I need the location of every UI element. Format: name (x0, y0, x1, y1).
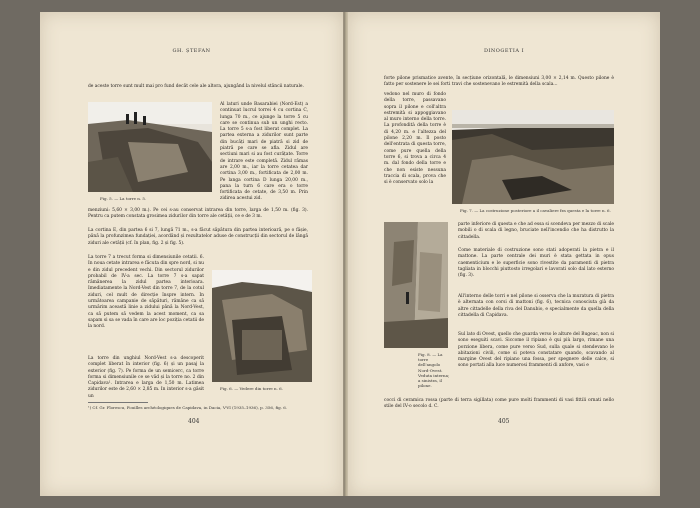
paragraph: parte inferiore di questa e che ad essa si scendeva per mezzo di scale mobili o di scala di legno, bruciate nell'incendio che ha distrutto la cittadella. (458, 222, 614, 240)
figure-image (212, 270, 312, 382)
photo-view-tower-6 (212, 270, 312, 382)
intro-text: forte pilone prismatice avente, în secțiune orizontală, le dimensiuni 3,00 × 2,14 m. Questo pilone è fatto per sostenere le sei forti travi che sostenevano le estremità della scala... (384, 76, 614, 88)
figure-caption: Fig. 6. — Vedere din torre n. 6. (220, 386, 283, 391)
figure-caption: Fig. 8. — La torre dell'angolo Nord-Ovest. Veduta interna; a sinistra, il pilone. (418, 352, 450, 389)
paragraph: Come materiale di costruzione sono stati adoperati la pietra e il mattone. La parte centrale dei muri è stata gettata in opus caementicium e le superficie sono rivestite da paramenti di pietra tagliata in blocchi piuttosto irregolari e lavorati solo dal lato esterno (fig. 3). (458, 248, 614, 279)
column-text: Al laturi unde Basarabiei (Nord-Est) a continuat lucrul torrei 4 cu cortina C, lunga 70 m., ce ajunge la torre 5 cu care se continua sub un unghi recto. La torre 5 s-a fost liberat complet. La partea externa a zidurilor sunt parte din bucăți mari de piatră si zid de piatră pe care se afla. Zidul are sectiuni mari si au fost curățate. Torre de intrare este completă. Zidul rămas are 2,00 m., iar la torre cetatea dar cortina 3,00 m., fortificata de 2,00 m. Pe langa cortina D lunga 20,00 m., pana la turn 6 care era o torre fortificata de cetate, de 3,50 m. Prin zidirea acestui zid. (220, 102, 308, 202)
figure-caption: Fig. 5. — La torre n. 5. (100, 196, 147, 201)
paragraph: cocci di ceramica rossa (parte di terra sigillata) come pure molti frammenti di vasi fittili ornati nello stile del IV-o secolo d. C. (384, 398, 614, 410)
footnote-rule (88, 402, 148, 403)
paragraph: La torre din unghiul Nord-Vest s-a descoperit complet liberat în interior (fig. 6) și un pasaj la exterior (fig. 7). Pe forma de un semicerc, ca torre forma si dimensiunile ce se văd și la torre no. 2 din Capidava¹. Intrarea e larga de 1,50 m. Latimea zidurilor este de 2,60 × 2,85 m. In interior s-a găsit un (88, 356, 204, 399)
figure-image (88, 102, 212, 192)
footnote: ¹) Cf. Gr. Florescu, Fouilles archéologiques de Capidava, in Dacia, V-VI (1935–1936), p. 356, fig. 6. (88, 405, 288, 410)
photo-later-construction (452, 110, 614, 204)
running-head: GH. ȘTEFAN (172, 48, 211, 54)
paragraph: Sul lato di Ovest, quello che guarda verso le alture del Bugeac, non si sono eseguiti scavi. Siccome il ripiano è qui più largo, rimane una porzione libera, come pure verso Sud, sulla quale si stendevano le abitazioni civili, come si poteva constatare quando, scavando al margine Ovest del ripiano una fossa, per spegnere delle calce, si sono portati alla luce numerosi frammenti di anfore, vasi e (458, 332, 614, 369)
column-text: vedono nel muro di fondo della torre, passavano sopra il pilone e coll'altra estremità si appoggiavano al muro interno della torre. La profondità della torre è di 4,20 m. e l'altezza del pilone 2,20 m. Il posto dell'entrata di questa torre, come pure quella della torre 6, si trova a circa 4 m. dal fondo della torre e che non esiste nessuna traccia di scala, prova che si è conservato solo la (384, 92, 446, 186)
paragraph: menziuni: 5,60 × 3,00 m.). Pe cei s-au conservat intrarea din torre, larga de 1,50 m. (fig. 3). Pentru ca putem constata grosimea zidurilor din torre ale cetății, ce e de 3 m. (88, 208, 308, 220)
page-number: 405 (498, 418, 510, 425)
right-page (348, 12, 660, 496)
figure-image (384, 222, 448, 348)
left-page (40, 12, 343, 496)
paragraph: La torre 7 a trecut forma si dimensiunile cetatii. 6. In noua cetate intrarea e făcuta din spre nord, si nu e din zidul precedent vechi. Din sectorul zidurilor probabil de IV-a sec. La torre 7 s-a sapat rămânerea la zidul partea interioara. Imediatamente la Nord-Vest din torre 7, de la cotul ziduri, cel mult de direcție înspre intern. In următoarea campanie de săpături, rămâne ca să urmărim această linie a zidului până la Nord-Vest, ca să putem să vedem la acest moment, ca sa sapam si sa se vada în care are loc poziția cetatii de la nord. (88, 255, 204, 330)
paragraph: La cortina E, din partea 6 si 7, lungă 71 m., s-a făcut săpătura din partea interioară, pe o fâșie, până la profunzimea fundației, acordând și rezultatelor aduse de construcții din sectorul de lângă ziduri ale cetății (cf. în plan, fig. 2 și fig. 5). (88, 228, 308, 246)
photo-northwest-tower (384, 222, 448, 348)
photo-excavation-tower-5 (88, 102, 212, 192)
figure-caption: Fig. 7. — La costruzione posteriore a il cavaliere fra questa e la torre n. 6. (460, 208, 611, 213)
page-number: 404 (188, 418, 200, 425)
paragraph: All'interno delle torri e nel pilone si osserva che la muratura di pietra è alternata con corsi di mattoni (fig. 6), tecnica conosciuta già da altre cittadelle della riva del Danubio, e specialmente da quella della cittadella di Capidava. (458, 294, 614, 318)
intro-text: de aceste torre sunt mult mai pro fund decât cele ale altora, ajungând la nivelul stâncii naturale. (88, 84, 304, 89)
figure-image (452, 110, 614, 204)
running-head: DINOGETIA I (483, 48, 525, 54)
